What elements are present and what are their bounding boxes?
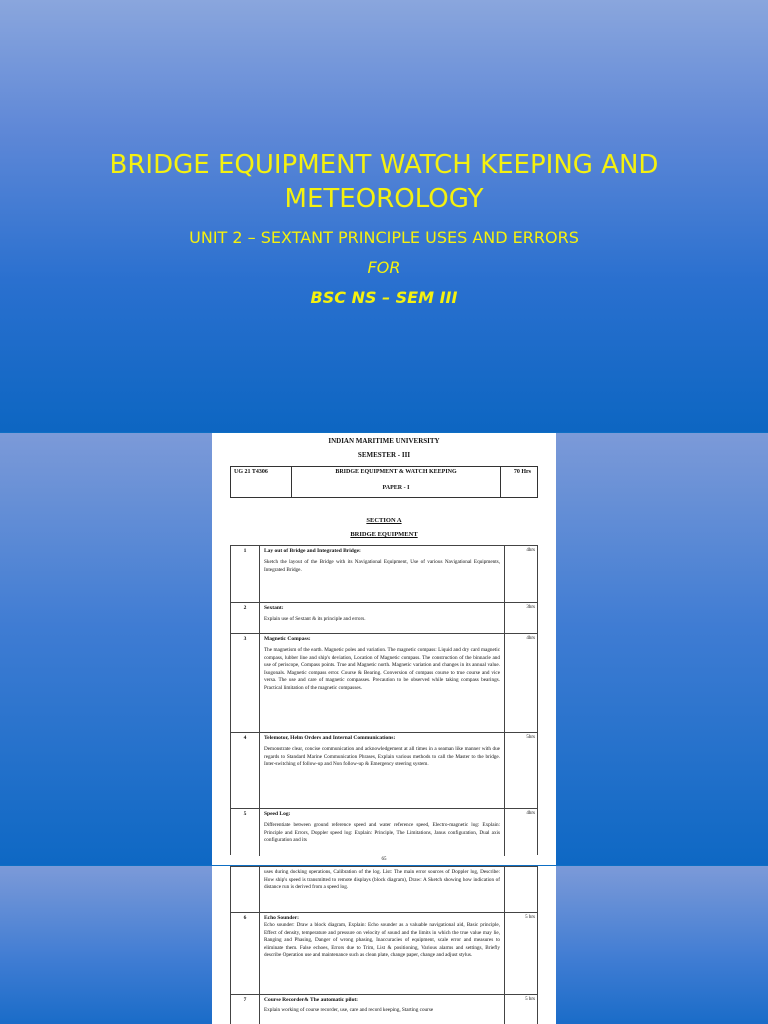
course-header-box (230, 466, 538, 498)
slide-title (0, 148, 768, 216)
table-row: 1 Lay out of Bridge and Integrated Bridge: Sketch the layout of the Bridge with its Navigational Equipment, Use of various Navigational Equipments, Integrated Bridge. 4hrs (231, 545, 537, 603)
paper-label: PAPER - I (382, 485, 410, 491)
title-slide (0, 0, 768, 432)
table-row: 6 Echo Sounder: Echo sounder: Draw a block diagram, Explain: Echo sounder as a valuable navigational aid, Basic principle, Effect of density, temperature and pressure on velocity of sound and the limits in which the true value may lie, Ranging and Phasing, Danger of wrong phasing, Inaccuracies of equipment, scale error and measures to eliminate them. False echoes, Errors due to Trim, List & positioning, Various alarms and settings, Briefly describe Operation use and maintenance such as clean plate, change paper, change and adjust stylus. 5 hrs (231, 912, 537, 995)
table-row: 3 Magnetic Compass: The magnetism of the earth. Magnetic poles and variation. The magnetic compass: Liquid and dry card magnetic compass, lubber line and ship's deviation, Location of Magnetic compass. The construction of the binnacle and use of periscope, Compass points. True and Magnetic north. Magnetic variation and changes in its annual value. Isogonals. Magnetic compass error. Course & Bearing. Conversion of compass course to true course and vice versa. The use and care of magnetic compasses. Precaution to be observed while taking compass bearings. Practical limitation of the magnetic compasses. 4hrs (231, 633, 537, 733)
table-row: 2 Sextant: Explain use of Sextant & its principle and errors. 3hrs (231, 602, 537, 634)
table-row: 4 Telemotor, Helm Orders and Internal Communications: Demonstrate clear, concise communication and acknowledgement at all times in a seaman like manner with due regards to Standard Marine Communication Phrases, Explain various methods to call the Master to the bridge. Inter-switching of follow-up and Non follow-up & Emergency steering system. 5hrs (231, 732, 537, 809)
semester-heading: SEMESTER - III (357, 451, 411, 459)
page-number: 65 (381, 857, 387, 862)
slide-subtitle: UNIT 2 – SEXTANT PRINCIPLE USES AND ERRORS (189, 228, 579, 247)
syllabus-page-image-continued (212, 866, 556, 1024)
section-title: BRIDGE EQUIPMENT (350, 531, 418, 538)
table-row: 5 Speed Log: Differentiate between ground reference speed and water reference speed, Electro-magnetic log: Explain: Principle and Errors, Doppler speed log: Explain: Principle, The Limitations, Janus configuration, Dual axis configuration and its 4hrs (231, 808, 537, 856)
university-heading: INDIAN MARITIME UNIVERSITY (328, 437, 440, 445)
slide-title-line2: METEOROLOGY (284, 184, 484, 214)
syllabus-table (230, 545, 538, 855)
syllabus-page-image (212, 433, 556, 865)
section-label: SECTION A (366, 517, 402, 524)
course-title: BRIDGE EQUIPMENT & WATCH KEEPING (335, 469, 457, 475)
table-row: uses during docking operations, Calibration of the log. List: The main error sources of Doppler log, Describe: How ship's speed is transmitted to remote displays (block diagram), Draw: A Sketch showing how indication of distance run is derived from a speed log. (231, 866, 537, 913)
slide-course-label: BSC NS – SEM III (310, 288, 458, 307)
table-row: 7 Course Recorder& The automatic pilot: Explain working of course recorder, use, care and record keeping, Starting course 5 hrs (231, 994, 537, 1024)
course-hours: 70 Hrs (513, 469, 531, 475)
course-code: UG 21 T4306 (234, 469, 268, 475)
slide-title-line1: BRIDGE EQUIPMENT WATCH KEEPING AND (109, 150, 659, 180)
slide-for-label: FOR (367, 258, 401, 277)
syllabus-table-continued (230, 866, 538, 1024)
